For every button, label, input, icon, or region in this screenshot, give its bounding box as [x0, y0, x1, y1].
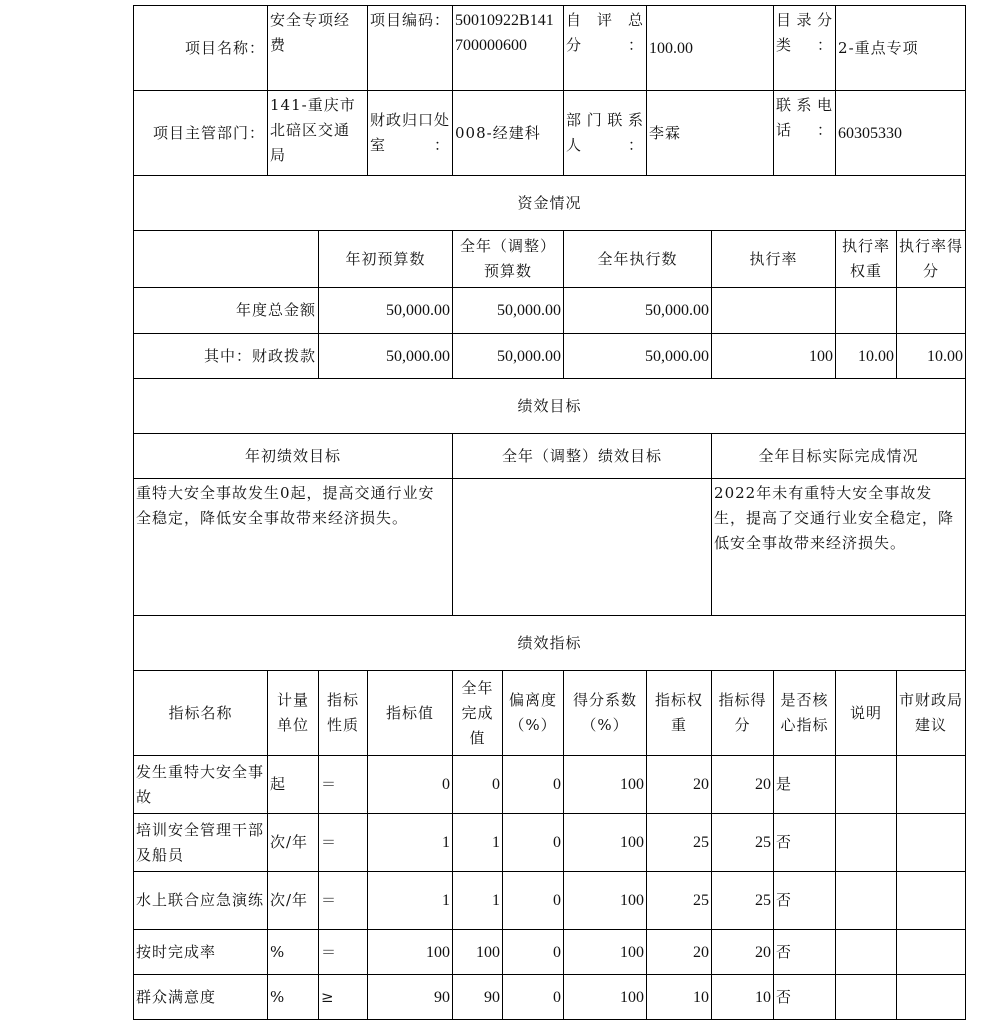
- ind-unit: 次/年: [268, 814, 319, 872]
- ind-value: 90: [368, 975, 453, 1020]
- ind-core: 是: [774, 756, 836, 814]
- ind-unit: 次/年: [268, 872, 319, 930]
- ind-header-score: 指标得分: [712, 671, 774, 756]
- self-score: 100.00: [647, 6, 774, 91]
- funds-weight: 10.00: [836, 334, 897, 379]
- ind-nature: ＝: [319, 814, 368, 872]
- indicator-row: [134, 975, 966, 1020]
- ind-name: 培训安全管理干部及船员: [134, 814, 268, 872]
- dept: 141-重庆市北碚区交通局: [268, 91, 368, 176]
- indicator-row: [134, 756, 966, 814]
- ind-done: 1: [453, 872, 503, 930]
- ind-done: 1: [453, 814, 503, 872]
- ind-header-name: 指标名称: [134, 671, 268, 756]
- ind-header-nature: 指标性质: [319, 671, 368, 756]
- indicators-section-row: [134, 616, 966, 671]
- ind-done: 0: [453, 756, 503, 814]
- project-name: 安全专项经费: [268, 6, 368, 91]
- goals-header-initial: 年初绩效目标: [134, 434, 453, 479]
- evaluation-table: [133, 5, 966, 1020]
- ind-coef: 100: [564, 975, 647, 1020]
- funds-row-label: 年度总金额: [134, 288, 319, 334]
- ind-header-core: 是否核心指标: [774, 671, 836, 756]
- ind-done: 100: [453, 930, 503, 975]
- ind-advice: [897, 872, 966, 930]
- ind-deviation: 0: [503, 930, 564, 975]
- self-score-label: 自评总分：: [564, 6, 647, 91]
- phone: 60305330: [836, 91, 966, 176]
- funds-budget: 50,000.00: [319, 334, 453, 379]
- funds-section-title: 资金情况: [134, 176, 966, 231]
- ind-score: 20: [712, 756, 774, 814]
- funds-executed: 50,000.00: [564, 334, 712, 379]
- funds-header-rate: 执行率: [712, 231, 836, 288]
- ind-weight: 25: [647, 814, 712, 872]
- funds-header-budget: 年初预算数: [319, 231, 453, 288]
- indicator-row: [134, 814, 966, 872]
- ind-weight: 10: [647, 975, 712, 1020]
- goals-header-row: [134, 434, 966, 479]
- ind-weight: 20: [647, 930, 712, 975]
- funds-row-label: 其中：财政拨款: [134, 334, 319, 379]
- ind-advice: [897, 756, 966, 814]
- project-code: 50010922B141700000600: [453, 6, 564, 91]
- ind-header-advice: 市财政局建议: [897, 671, 966, 756]
- indicator-row: [134, 872, 966, 930]
- funds-section-row: [134, 176, 966, 231]
- goals-header-actual: 全年目标实际完成情况: [712, 434, 966, 479]
- ind-core: 否: [774, 814, 836, 872]
- ind-score: 20: [712, 930, 774, 975]
- finance: 008-经建科: [453, 91, 564, 176]
- funds-row-total: [134, 288, 966, 334]
- goals-header-adjusted: 全年（调整）绩效目标: [453, 434, 712, 479]
- funds-weight: [836, 288, 897, 334]
- ind-header-deviation: 偏离度（%）: [503, 671, 564, 756]
- finance-label: 财政归口处室：: [368, 91, 453, 176]
- ind-note: [836, 930, 897, 975]
- ind-nature: ≥: [319, 975, 368, 1020]
- ind-name: 群众满意度: [134, 975, 268, 1020]
- project-name-label: 项目名称：: [134, 6, 268, 91]
- funds-header-blank: [134, 231, 319, 288]
- funds-row-fiscal: [134, 334, 966, 379]
- goals-section-row: [134, 379, 966, 434]
- ind-nature: ＝: [319, 930, 368, 975]
- category-label: 目录分类：: [774, 6, 836, 91]
- ind-name: 按时完成率: [134, 930, 268, 975]
- ind-core: 否: [774, 975, 836, 1020]
- indicator-row: [134, 930, 966, 975]
- funds-adjusted: 50,000.00: [453, 288, 564, 334]
- indicators-header-row: [134, 671, 966, 756]
- ind-value: 100: [368, 930, 453, 975]
- ind-unit: %: [268, 930, 319, 975]
- funds-budget: 50,000.00: [319, 288, 453, 334]
- ind-weight: 25: [647, 872, 712, 930]
- funds-score: 10.00: [897, 334, 966, 379]
- ind-deviation: 0: [503, 872, 564, 930]
- ind-unit: %: [268, 975, 319, 1020]
- ind-coef: 100: [564, 872, 647, 930]
- ind-advice: [897, 930, 966, 975]
- funds-header-score: 执行率得分: [897, 231, 966, 288]
- ind-core: 否: [774, 930, 836, 975]
- funds-header-executed: 全年执行数: [564, 231, 712, 288]
- ind-done: 90: [453, 975, 503, 1020]
- ind-value: 1: [368, 872, 453, 930]
- funds-adjusted: 50,000.00: [453, 334, 564, 379]
- project-code-label: 项目编码：: [368, 6, 453, 91]
- ind-score: 25: [712, 872, 774, 930]
- ind-weight: 20: [647, 756, 712, 814]
- ind-advice: [897, 975, 966, 1020]
- ind-score: 25: [712, 814, 774, 872]
- contact-label: 部门联系人：: [564, 91, 647, 176]
- ind-header-value: 指标值: [368, 671, 453, 756]
- funds-score: [897, 288, 966, 334]
- ind-name: 水上联合应急演练: [134, 872, 268, 930]
- ind-note: [836, 814, 897, 872]
- ind-header-coef: 得分系数（%）: [564, 671, 647, 756]
- ind-note: [836, 756, 897, 814]
- category: 2-重点专项: [836, 6, 966, 91]
- funds-header-row: [134, 231, 966, 288]
- info-row-1: [134, 6, 966, 91]
- ind-header-done: 全年完成值: [453, 671, 503, 756]
- ind-nature: ＝: [319, 872, 368, 930]
- ind-unit: 起: [268, 756, 319, 814]
- ind-advice: [897, 814, 966, 872]
- ind-value: 1: [368, 814, 453, 872]
- ind-coef: 100: [564, 930, 647, 975]
- ind-header-note: 说明: [836, 671, 897, 756]
- info-row-2: [134, 91, 966, 176]
- ind-deviation: 0: [503, 814, 564, 872]
- goals-actual: 2022年未有重特大安全事故发生，提高了交通行业安全稳定，降低安全事故带来经济损失。: [712, 479, 966, 616]
- ind-coef: 100: [564, 756, 647, 814]
- goals-adjusted: [453, 479, 712, 616]
- ind-header-weight: 指标权重: [647, 671, 712, 756]
- goals-section-title: 绩效目标: [134, 379, 966, 434]
- phone-label: 联系电话：: [774, 91, 836, 176]
- ind-coef: 100: [564, 814, 647, 872]
- ind-core: 否: [774, 872, 836, 930]
- ind-header-unit: 计量单位: [268, 671, 319, 756]
- contact: 李霖: [647, 91, 774, 176]
- ind-score: 10: [712, 975, 774, 1020]
- funds-rate: [712, 288, 836, 334]
- evaluation-sheet: [133, 5, 965, 1017]
- goals-content-row: [134, 479, 966, 616]
- ind-value: 0: [368, 756, 453, 814]
- goals-initial: 重特大安全事故发生0起，提高交通行业安全稳定，降低安全事故带来经济损失。: [134, 479, 453, 616]
- ind-deviation: 0: [503, 975, 564, 1020]
- ind-note: [836, 975, 897, 1020]
- ind-nature: ＝: [319, 756, 368, 814]
- ind-name: 发生重特大安全事故: [134, 756, 268, 814]
- funds-rate: 100: [712, 334, 836, 379]
- funds-header-adjusted: 全年（调整）预算数: [453, 231, 564, 288]
- dept-label: 项目主管部门：: [134, 91, 268, 176]
- indicators-section-title: 绩效指标: [134, 616, 966, 671]
- ind-deviation: 0: [503, 756, 564, 814]
- funds-header-weight: 执行率权重: [836, 231, 897, 288]
- funds-executed: 50,000.00: [564, 288, 712, 334]
- ind-note: [836, 872, 897, 930]
